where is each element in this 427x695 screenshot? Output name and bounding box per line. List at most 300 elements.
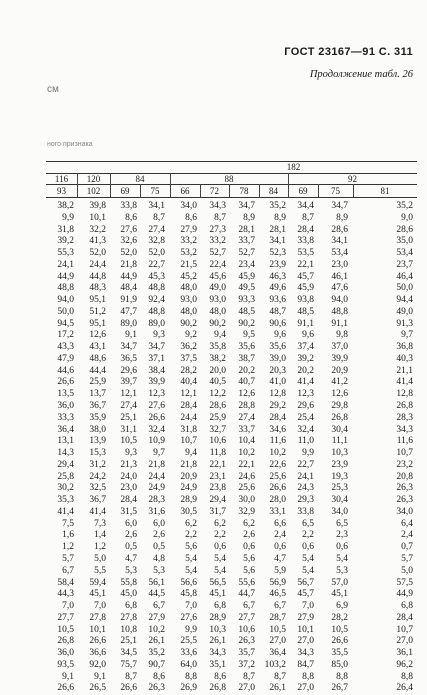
table-cell: 34,3	[209, 201, 226, 211]
column-header: 75	[150, 186, 160, 196]
table-cell: 53,5	[297, 248, 314, 259]
table-cell: 20,9	[331, 365, 348, 376]
table-cell: 27,0	[396, 636, 413, 647]
table-cell: 30,5	[180, 506, 197, 517]
table-cell: 27,0	[238, 683, 255, 694]
table-cell: 45,1	[331, 589, 348, 600]
data-column	[396, 201, 413, 695]
table-cell: 48,8	[331, 306, 348, 317]
table-cell: 19,3	[331, 471, 348, 482]
table-cell: 27,4	[148, 224, 165, 235]
table-cell: 20,9	[180, 471, 197, 482]
table-cell: 47,9	[57, 353, 74, 364]
table-cell: 12,3	[297, 389, 314, 400]
table-cell: 11,1	[331, 436, 348, 447]
table-cell: 26,1	[209, 636, 226, 647]
data-column	[265, 201, 286, 695]
table-cell: 59,4	[89, 577, 106, 588]
table-cell: 41,4	[297, 377, 314, 388]
table-cell: 26,3	[396, 495, 413, 506]
table-cell: 7,0	[62, 601, 74, 612]
table-cell: 26,1	[269, 683, 286, 694]
column-header: 102	[86, 186, 101, 196]
table-cell: 6,0	[153, 518, 165, 529]
table-cell: 46,1	[331, 271, 348, 282]
table-cell: 27,0	[269, 636, 286, 647]
table-cell: 25,6	[269, 471, 286, 482]
column-header: 69	[120, 186, 130, 196]
table-cell: 6,2	[214, 518, 226, 529]
table-cell: 15,3	[89, 448, 106, 459]
table-cell: 49,0	[209, 283, 226, 294]
table-cell: 92,0	[89, 659, 106, 670]
table-cell: 39,2	[297, 353, 314, 364]
table-cell: 21,1	[396, 365, 413, 376]
table-cell: 22,7	[148, 259, 165, 270]
table-cell: 26,6	[120, 683, 137, 694]
table-cell: 28,4	[297, 224, 314, 235]
table-cell: 25,5	[180, 636, 197, 647]
table-cell: 8,7	[243, 671, 255, 682]
table-cell: 26,6	[269, 483, 286, 494]
table-cell: 4,7	[274, 553, 286, 564]
table-cell: 5,4	[302, 553, 314, 564]
group-header-182: 182	[286, 162, 301, 172]
table-cell: 9,2	[185, 330, 197, 341]
table-cell: 29,8	[331, 401, 348, 412]
table-cell: 10,4	[238, 436, 255, 447]
table-cell: 93,0	[209, 295, 226, 306]
table-cell: 48,5	[238, 306, 255, 317]
table-cell: 49,6	[269, 283, 286, 294]
table-cell: 34,7	[120, 342, 137, 353]
table-cell: 32,8	[148, 236, 165, 247]
table-cell: 31,7	[209, 506, 226, 517]
table-cell: 5,3	[336, 565, 348, 576]
table-cell: 20,0	[209, 365, 226, 376]
table-cell: 26,6	[57, 683, 74, 694]
table-cell: 35,6	[269, 342, 286, 353]
table-cell: 25,9	[209, 412, 226, 423]
table-cell: 28,1	[238, 224, 255, 235]
table-cell: 48,4	[120, 283, 137, 294]
table-cell: 22,6	[269, 459, 286, 470]
table-cell: 43,3	[57, 342, 74, 353]
table-cell: 32,4	[148, 424, 165, 435]
table-cell: 28,3	[148, 495, 165, 506]
table-cell: 6,7	[62, 565, 74, 576]
table-cell: 24,9	[180, 483, 197, 494]
table-cell: 25,4	[297, 412, 314, 423]
table-cell: 94,4	[396, 295, 413, 306]
table-cell: 20,2	[297, 365, 314, 376]
table-cell: 9,7	[153, 448, 165, 459]
table-cell: 26,6	[331, 636, 348, 647]
table-cell: 12,6	[238, 389, 255, 400]
table-cell: 8,7	[302, 212, 314, 223]
table-cell: 9,1	[62, 671, 74, 682]
table-cell: 8,7	[125, 671, 137, 682]
table-cell: 34,6	[269, 424, 286, 435]
column-header: 72	[210, 186, 219, 196]
table-cell: 5,7	[62, 553, 74, 564]
table-cell: 52,0	[120, 248, 137, 259]
table-cell: 23,4	[238, 259, 255, 270]
table-cell: 28,1	[269, 224, 286, 235]
table-cell: 21,8	[120, 259, 137, 270]
table-cell: 30,0	[238, 495, 255, 506]
table-cell: 28,0	[269, 495, 286, 506]
table-cell: 48,3	[89, 283, 106, 294]
table-cell: 91,3	[396, 318, 413, 329]
table-cell: 45,3	[148, 271, 165, 282]
data-column	[209, 201, 226, 695]
table-cell: 11,0	[297, 436, 314, 447]
table-cell: 44,9	[396, 589, 413, 600]
table-cell: 6,0	[125, 518, 137, 529]
table-cell: 21,8	[180, 459, 197, 470]
table-cell: 35,7	[238, 648, 255, 659]
table-cell: 26,3	[238, 636, 255, 647]
table-cell: 47,7	[120, 306, 137, 317]
table-cell: 10,1	[89, 624, 106, 635]
table-cell: 5,4	[336, 553, 348, 564]
table-cell: 35,2	[269, 201, 286, 211]
table-cell: 28,6	[331, 224, 348, 235]
table-cell: 46,3	[269, 271, 286, 282]
table-cell: 34,3	[396, 424, 413, 435]
column-header: 78	[239, 186, 249, 196]
table-cell: 27,9	[297, 612, 314, 623]
table-cell: 9,7	[401, 330, 413, 341]
table-cell: 5,7	[401, 553, 413, 564]
table-cell: 95,1	[89, 318, 106, 329]
table-cell: 2,6	[243, 530, 255, 541]
table-cell: 10,2	[269, 448, 286, 459]
table-cell: 23,0	[331, 259, 348, 270]
table-cell: 8,7	[214, 212, 226, 223]
table-cell: 96,2	[396, 659, 413, 670]
table-cell: 25,1	[120, 636, 137, 647]
table-cell: 55,8	[120, 577, 137, 588]
table-cell: 13,5	[57, 389, 74, 400]
table-cell: 26,5	[89, 683, 106, 694]
table-cell: 89,0	[148, 318, 165, 329]
table-cell: 10,5	[269, 624, 286, 635]
table-cell: 33,8	[120, 201, 137, 211]
table-cell: 36,0	[57, 648, 74, 659]
table-cell: 0,5	[125, 542, 137, 553]
table-cell: 91,1	[297, 318, 314, 329]
table-cell: 2,6	[153, 530, 165, 541]
table-cell: 103,2	[264, 659, 286, 670]
table-cell: 33,6	[180, 648, 197, 659]
table-cell: 48,7	[269, 306, 286, 317]
table-cell: 94,5	[57, 318, 74, 329]
data-column	[331, 201, 348, 695]
table-cell: 6,7	[153, 601, 165, 612]
table-cell: 27,6	[148, 401, 165, 412]
table-cell: 27,3	[209, 224, 226, 235]
table-cell: 5,6	[243, 565, 255, 576]
table-cell: 5,9	[274, 565, 286, 576]
table-cell: 27,7	[57, 612, 74, 623]
table-cell: 38,4	[148, 365, 165, 376]
table-cell: 6,2	[185, 518, 197, 529]
table-cell: 28,9	[180, 495, 197, 506]
table-cell: 52,3	[269, 248, 286, 259]
table-cell: 33,1	[269, 506, 286, 517]
table-cell: 90,7	[148, 659, 165, 670]
table-cell: 34,1	[269, 236, 286, 247]
table-cell: 9,9	[62, 212, 74, 223]
table-cell: 93,6	[269, 295, 286, 306]
table-cell: 28,4	[180, 401, 197, 412]
table-cell: 53,4	[396, 248, 413, 259]
table-cell: 10,6	[209, 436, 226, 447]
table-cell: 10,7	[396, 448, 413, 459]
table-cell: 5,4	[185, 553, 197, 564]
table-cell: 5,4	[214, 565, 226, 576]
table-cell: 93,0	[180, 295, 197, 306]
table-cell: 39,9	[331, 353, 348, 364]
table-cell: 29,3	[297, 495, 314, 506]
table-cell: 9,8	[336, 330, 348, 341]
table-cell: 45,0	[120, 589, 137, 600]
table-cell: 6,2	[243, 518, 255, 529]
table-cell: 20,2	[238, 365, 255, 376]
table-cell: 44,7	[238, 589, 255, 600]
table-cell: 22,4	[209, 259, 226, 270]
table-cell: 9,6	[274, 330, 286, 341]
table-cell: 12,8	[396, 389, 413, 400]
data-column	[148, 201, 165, 695]
table-cell: 5,4	[302, 565, 314, 576]
table-cell: 12,1	[180, 389, 197, 400]
table-cell: 7,5	[62, 518, 74, 529]
table-cell: 48,0	[209, 306, 226, 317]
table-cell: 29,2	[269, 401, 286, 412]
table-cell: 26,9	[180, 683, 197, 694]
table-cell: 55,6	[238, 577, 255, 588]
table-cell: 34,7	[238, 201, 255, 211]
table-cell: 41,0	[269, 377, 286, 388]
column-header: 66	[180, 186, 190, 196]
table-cell: 9,1	[125, 330, 137, 341]
table-cell: 90,6	[269, 318, 286, 329]
table-cell: 35,5	[331, 648, 348, 659]
table-cell: 23,0	[120, 483, 137, 494]
table-cell: 10,5	[57, 624, 74, 635]
table-cell: 20,3	[269, 365, 286, 376]
table-cell: 6,8	[125, 601, 137, 612]
table-cell: 21,3	[120, 459, 137, 470]
table-cell: 34,1	[148, 201, 165, 211]
table-cell: 26,8	[57, 636, 74, 647]
table-cell: 38,0	[89, 424, 106, 435]
table-cell: 55,3	[57, 248, 74, 259]
table-cell: 22,1	[209, 459, 226, 470]
table-cell: 5,3	[153, 565, 165, 576]
table-cell: 6,4	[401, 518, 413, 529]
table-cell: 37,0	[331, 342, 348, 353]
table-cell: 11,6	[269, 436, 286, 447]
table-cell: 10,7	[396, 624, 413, 635]
table-cell: 8,8	[336, 671, 348, 682]
table-cell: 26,8	[331, 412, 348, 423]
table-cell: 48,0	[180, 306, 197, 317]
table-cell: 9,3	[125, 448, 137, 459]
table-cell: 90,2	[209, 318, 226, 329]
table-cell: 32,6	[120, 236, 137, 247]
table-cell: 23,9	[331, 459, 348, 470]
table-cell: 34,1	[331, 236, 348, 247]
table-cell: 9,4	[214, 330, 226, 341]
table-cell: 39,7	[120, 377, 137, 388]
table-cell: 44,6	[57, 365, 74, 376]
table-cell: 53,4	[331, 248, 348, 259]
table-cell: 10,9	[148, 436, 165, 447]
table-cell: 8,8	[302, 671, 314, 682]
table-cell: 37,2	[238, 659, 255, 670]
table-cell: 44,3	[57, 589, 74, 600]
table-cell: 10,6	[238, 624, 255, 635]
table-cell: 48,8	[148, 306, 165, 317]
table-cell: 5,4	[185, 565, 197, 576]
data-column	[89, 201, 106, 695]
table-cell: 64,0	[180, 659, 197, 670]
table-cell: 36,1	[396, 648, 413, 659]
table-cell: 44,5	[148, 589, 165, 600]
table-cell: 1,2	[62, 542, 74, 553]
table-cell: 7,0	[185, 601, 197, 612]
table-cell: 6,7	[243, 601, 255, 612]
data-column	[57, 201, 74, 695]
table-cell: 48,8	[148, 283, 165, 294]
table-cell: 85,0	[331, 659, 348, 670]
table-cell: 26,6	[148, 412, 165, 423]
table-cell: 8,9	[336, 212, 348, 223]
table-cell: 0,5	[153, 542, 165, 553]
table-cell: 52,7	[238, 248, 255, 259]
table-cell: 28,6	[209, 401, 226, 412]
table-cell: 35,8	[209, 342, 226, 353]
table-cell: 40,5	[209, 377, 226, 388]
table-cell: 24,4	[148, 471, 165, 482]
table-cell: 0,6	[274, 542, 286, 553]
table-cell: 49,0	[396, 306, 413, 317]
table-cell: 32,7	[209, 424, 226, 435]
table-cell: 32,4	[297, 424, 314, 435]
table-cell: 28,2	[180, 365, 197, 376]
table-cell: 27,9	[180, 224, 197, 235]
table-cell: 25,1	[120, 412, 137, 423]
table-cell: 34,5	[120, 648, 137, 659]
table-cell: 48,8	[57, 283, 74, 294]
table-cell: 33,3	[57, 412, 74, 423]
table-cell: 44,9	[120, 271, 137, 282]
table-cell: 39,8	[89, 201, 106, 211]
table-cell: 48,0	[180, 283, 197, 294]
data-column	[120, 201, 137, 695]
table-cell: 95,1	[89, 295, 106, 306]
table-cell: 2,2	[302, 530, 314, 541]
column-header: 75	[331, 186, 340, 196]
feature-label: ного признака	[47, 141, 93, 148]
table-cell: 29,6	[297, 401, 314, 412]
table-cell: 32,5	[89, 483, 106, 494]
table-cell: 35,9	[89, 412, 106, 423]
table-cell: 24,1	[57, 259, 74, 270]
table-cell: 26,1	[148, 636, 165, 647]
table-cell: 40,3	[396, 353, 413, 364]
table-cell: 36,4	[269, 648, 286, 659]
table-continuation-label: Продолжение табл. 26	[309, 69, 413, 80]
table-cell: 31,8	[57, 224, 74, 235]
table-cell: 46,4	[396, 271, 413, 282]
table-cell: 5,6	[185, 542, 197, 553]
table-cell: 26,3	[396, 483, 413, 494]
table-cell: 33,7	[238, 424, 255, 435]
table-cell: 8,8	[401, 671, 413, 682]
table-cell: 48,5	[297, 306, 314, 317]
table-cell: 0,6	[243, 542, 255, 553]
table-cell: 27,0	[297, 683, 314, 694]
table-cell: 39,2	[57, 236, 74, 247]
table-cell: 12,1	[120, 389, 137, 400]
table-cell: 91,1	[331, 318, 348, 329]
table-cell: 50,0	[396, 283, 413, 294]
group-header-84: 84	[135, 174, 145, 184]
table-cell: 9,9	[185, 624, 197, 635]
table-cell: 5,3	[125, 565, 137, 576]
table-cell: 58,4	[57, 577, 74, 588]
table-cell: 9,3	[153, 330, 165, 341]
table-cell: 36,2	[180, 342, 197, 353]
table-cell: 2,4	[401, 530, 413, 541]
table-cell: 30,2	[57, 483, 74, 494]
table-cell: 8,6	[185, 212, 197, 223]
table-cell: 5,5	[94, 565, 106, 576]
table-cell: 9,1	[94, 671, 106, 682]
table-cell: 5,4	[214, 553, 226, 564]
table-cell: 37,4	[297, 342, 314, 353]
table-cell: 1,4	[94, 530, 106, 541]
table-cell: 5,0	[94, 553, 106, 564]
table-cell: 10,1	[89, 212, 106, 223]
table-cell: 28,4	[396, 612, 413, 623]
table-cell: 1,2	[94, 542, 106, 553]
table-cell: 12,6	[331, 389, 348, 400]
table-cell: 2,6	[125, 530, 137, 541]
table-cell: 52,0	[89, 248, 106, 259]
table-cell: 20,8	[396, 471, 413, 482]
table-cell: 28,8	[238, 401, 255, 412]
table-cell: 5,6	[243, 553, 255, 564]
table-cell: 21,8	[148, 459, 165, 470]
table-cell: 7,3	[94, 518, 106, 529]
table-cell: 56,5	[209, 577, 226, 588]
table-cell: 10,7	[180, 436, 197, 447]
table-cell: 93,3	[238, 295, 255, 306]
table-cell: 34,3	[297, 648, 314, 659]
table-cell: 23,8	[209, 483, 226, 494]
table-cell: 2,2	[185, 530, 197, 541]
table-cell: 36,8	[396, 342, 413, 353]
table-cell: 46,5	[269, 589, 286, 600]
table-cell: 23,1	[209, 471, 226, 482]
table-cell: 38,2	[57, 201, 74, 211]
